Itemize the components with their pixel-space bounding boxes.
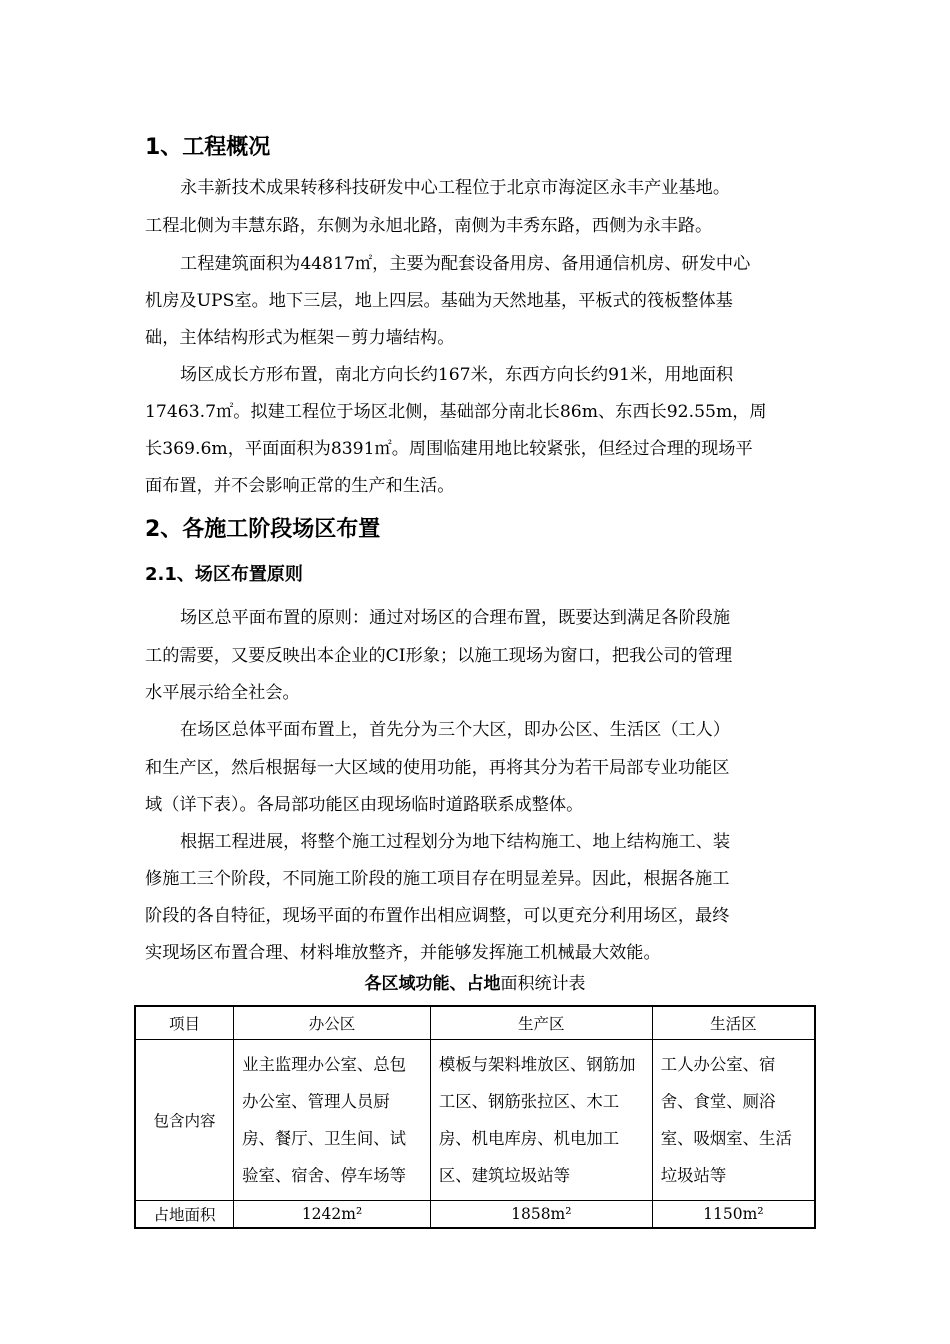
paragraph-line: 17463.7㎡。拟建工程位于场区北侧，基础部分南北长86m、东西长92.55m，周 xyxy=(145,402,767,422)
section2-heading: 2、各施工阶段场区布置 xyxy=(145,517,381,542)
table-row xyxy=(135,1200,815,1228)
paragraph-line: 工程建筑面积为44817㎡，主要为配套设备用房、备用通信机房、研发中心 xyxy=(180,254,751,274)
area-value-office: 1242m² xyxy=(234,1200,431,1228)
header-cell: 项目 xyxy=(135,1006,234,1039)
table-caption: 各区域功能、占地面积统计表 xyxy=(364,974,586,994)
paragraph-line: 实现场区布置合理、材料堆放整齐，并能够发挥施工机械最大效能。 xyxy=(145,943,661,963)
production-content-cell: 模板与架料堆放区、钢筋加 工区、钢筋张拉区、木工 房、机电库房、机电加工 区、建筑垃圾站等 xyxy=(430,1039,652,1200)
table-row xyxy=(135,1039,815,1200)
paragraph-line: 长369.6m，平面面积为8391㎡。周围临建用地比较紧张，但经过合理的现场平 xyxy=(145,439,753,459)
paragraph-line: 面布置，并不会影响正常的生产和生活。 xyxy=(145,476,455,496)
paragraph-line: 场区成长方形布置，南北方向长约167米，东西方向长约91米，用地面积 xyxy=(180,365,734,385)
header-cell: 办公区 xyxy=(234,1006,431,1039)
table-header-row xyxy=(135,1006,815,1039)
header-cell: 生活区 xyxy=(652,1006,815,1039)
paragraph-line: 工的需要，又要反映出本企业的CI形象；以施工现场为窗口，把我公司的管理 xyxy=(145,646,733,666)
section1-heading: 1、工程概况 xyxy=(145,135,271,160)
paragraph-line: 机房及UPS室。地下三层，地上四层。基础为天然地基，平板式的筏板整体基 xyxy=(145,291,733,311)
living-content-cell: 工人办公室、宿 舍、食堂、厕浴 室、吸烟室、生活 垃圾站等 xyxy=(652,1039,815,1200)
paragraph-line: 修施工三个阶段，不同施工阶段的施工项目存在明显差异。因此，根据各施工 xyxy=(145,869,730,889)
paragraph-line: 场区总平面布置的原则：通过对场区的合理布置，既要达到满足各阶段施 xyxy=(180,608,731,628)
paragraph-line: 水平展示给全社会。 xyxy=(145,683,300,703)
paragraph-line: 域（详下表）。各局部功能区由现场临时道路联系成整体。 xyxy=(145,795,584,815)
paragraph-line: 永丰新技术成果转移科技研发中心工程位于北京市海淀区永丰产业基地。 xyxy=(180,178,731,198)
row-label-content: 包含内容 xyxy=(135,1039,234,1200)
row-label-area: 占地面积 xyxy=(135,1200,234,1228)
paragraph-line: 和生产区，然后根据每一大区域的使用功能，再将其分为若干局部专业功能区 xyxy=(145,758,730,778)
paragraph-line: 根据工程进展，将整个施工过程划分为地下结构施工、地上结构施工、装 xyxy=(180,832,731,852)
subsection-heading: 2.1、场区布置原则 xyxy=(145,564,303,585)
office-content-cell: 业主监理办公室、总包 办公室、管理人员厨 房、餐厅、卫生间、试 验室、宿舍、停车场等 xyxy=(234,1039,431,1200)
paragraph-line: 在场区总体平面布置上，首先分为三个大区，即办公区、生活区（工人） xyxy=(180,720,731,740)
area-value-production: 1858m² xyxy=(430,1200,652,1228)
paragraph-line: 础，主体结构形式为框架－剪力墙结构。 xyxy=(145,328,455,348)
area-statistics-table xyxy=(134,1005,816,1229)
paragraph-line: 工程北侧为丰慧东路，东侧为永旭北路，南侧为丰秀东路，西侧为永丰路。 xyxy=(145,216,713,236)
paragraph-line: 阶段的各自特征，现场平面的布置作出相应调整，可以更充分利用场区，最终 xyxy=(145,906,730,926)
header-cell: 生产区 xyxy=(430,1006,652,1039)
area-value-living: 1150m² xyxy=(652,1200,815,1228)
